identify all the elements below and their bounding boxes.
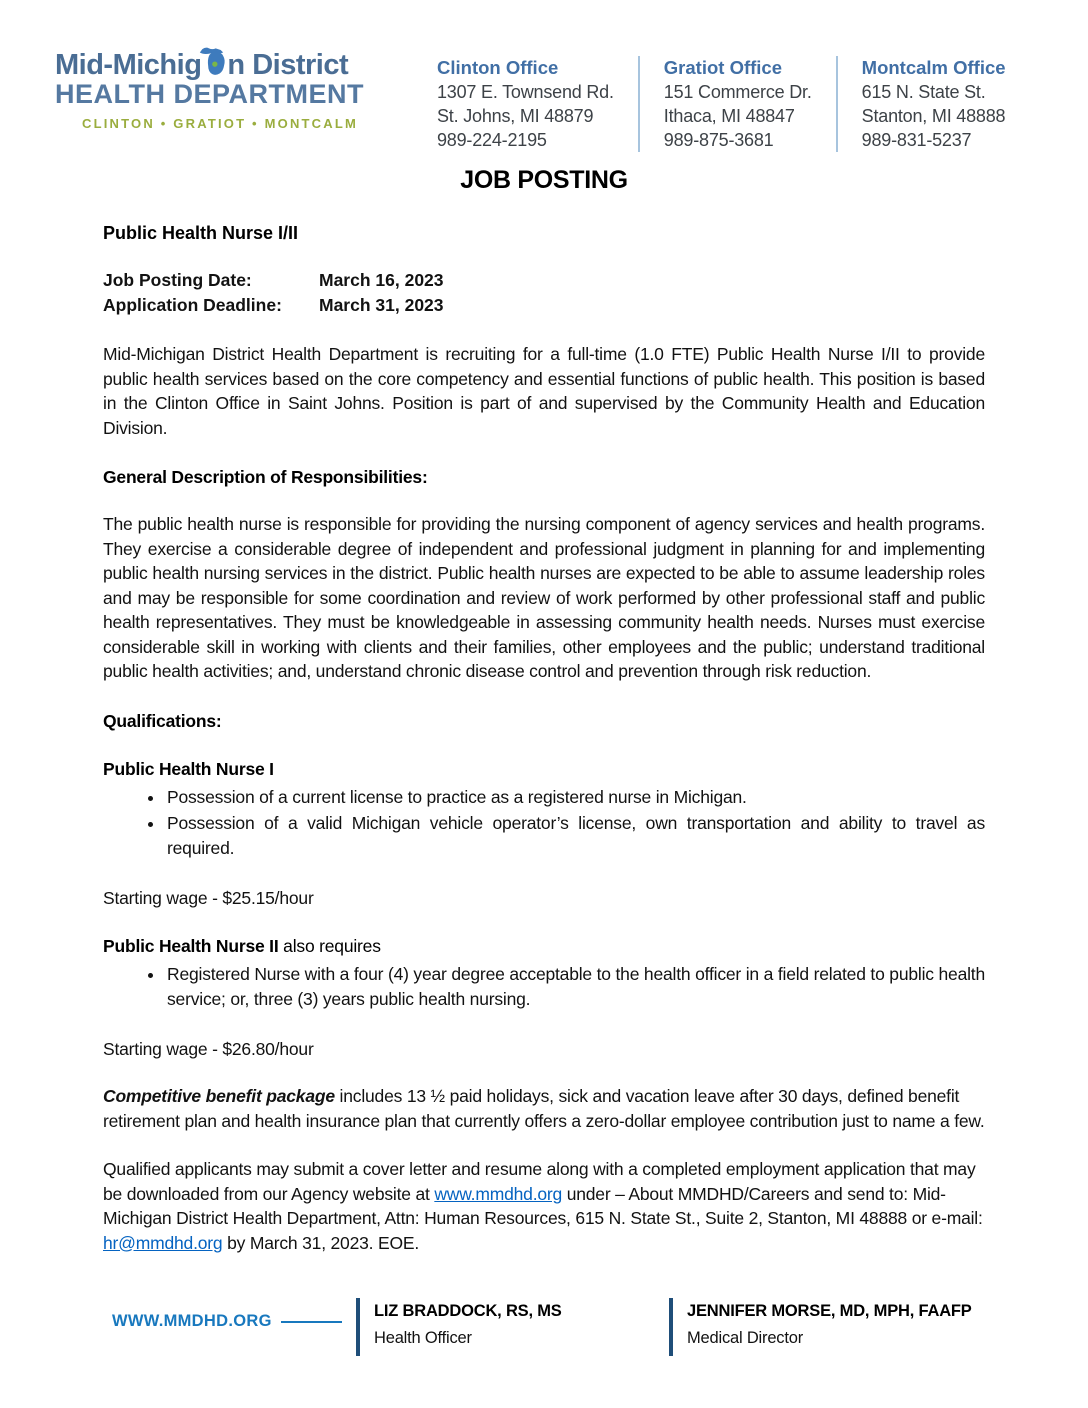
phn2-heading-rest: also requires — [278, 936, 381, 956]
official-info — [374, 1298, 562, 1356]
phn2-heading — [103, 936, 985, 957]
responsibilities-paragraph: The public health nurse is responsible for providing the nursing component of agency services and health programs. They exercise a considerable degree of independent and professional judgment in planning for and implementing public health nursing services in the district. Public health nurses are expected to be able to assume leadership roles and may be responsible for some coordination and review of work performed by other professional staff and public health representatives. They must be knowledgeable in assessing community health needs. Nurses must exercise considerable skill in working with clients and their families, other employees and the public; understand traditional public health activities; and, understand chronic disease control and prevention through risk reduction. — [103, 514, 985, 681]
official-medical-director — [669, 1298, 982, 1356]
office-name: Montcalm Office — [861, 57, 1006, 78]
michigan-state-icon — [199, 42, 229, 78]
posting-date-row — [103, 268, 985, 293]
office-address2: St. Johns, MI 48879 — [437, 106, 594, 126]
letterhead — [55, 42, 1048, 152]
application-deadline-label: Application Deadline: — [103, 295, 282, 315]
office-address2: Stanton, MI 48888 — [861, 106, 1006, 126]
apply-part3: by March 31, 2023. EOE. — [222, 1232, 419, 1253]
office-address1: 151 Commerce Dr. — [663, 82, 812, 102]
office-clinton — [415, 56, 638, 152]
benefits-rest: includes 13 ½ paid holidays, sick and vacation leave after 30 days, defined benefit retirement plan and health insurance plan that currently offers a zero-dollar employee contribution just to name a few. — [103, 1086, 985, 1131]
benefits-lead: Competitive benefit package — [103, 1086, 335, 1106]
official-info — [687, 1298, 972, 1356]
apply-part2: under – About MMDHD/Careers and send to: Mid-Michigan District Health Department, Attn: Human Resources, 615 N. State St., Suite 2, Stanton, MI 48888 or e-mail: — [103, 1183, 983, 1228]
office-address1: 615 N. State St. — [861, 82, 986, 102]
footer-website-text: WWW.MMDHD.ORG — [112, 1312, 272, 1330]
phn2-heading-bold: Public Health Nurse II — [103, 936, 279, 956]
intro-paragraph: Mid-Michigan District Health Department is recruiting for a full-time (1.0 FTE) Public Health Nurse I/II to provide public health services based on the core competency and essential functions of public health. This position is based in the Clinton Office in Saint Johns. Position is part of and supervised by the Community Health and Education Division. — [103, 344, 985, 438]
position-title: Public Health Nurse I/II — [103, 223, 299, 243]
phn2-bullet: • Registered Nurse with a four (4) year degree acceptable to the health officer in a field related to public health service; or, three (3) years public health nursing. — [165, 962, 985, 1011]
office-phone: 989-224-2195 — [437, 130, 547, 150]
official-title: Medical Director — [687, 1329, 803, 1347]
official-title: Health Officer — [374, 1329, 472, 1347]
logo-name-pre: Mid-Michig — [55, 49, 202, 81]
responsibilities-heading: General Description of Responsibilities: — [103, 467, 428, 487]
posting-date-value: March 16, 2023 — [319, 270, 444, 290]
phn1-bullet: • Possession of a valid Michigan vehicle operator’s license, own transportation and ability to travel as required. — [165, 811, 985, 860]
application-deadline-value: March 31, 2023 — [319, 295, 444, 315]
office-name: Gratiot Office — [663, 57, 783, 78]
vertical-divider — [669, 1298, 673, 1356]
document-body — [103, 166, 985, 1255]
footer-website — [112, 1312, 356, 1331]
office-montcalm — [836, 56, 1030, 152]
office-phone: 989-875-3681 — [663, 130, 774, 150]
logo-name-line — [55, 42, 385, 80]
benefits-paragraph — [103, 1084, 985, 1133]
office-address2: Ithaca, MI 48847 — [663, 106, 795, 126]
office-list — [415, 42, 1030, 152]
qualifications-heading: Qualifications: — [103, 710, 222, 731]
logo-name-post: n District — [227, 49, 349, 81]
posting-meta — [103, 268, 985, 318]
page-title: JOB POSTING — [460, 166, 628, 194]
phn2-starting-wage: Starting wage - $26.80/hour — [103, 1039, 314, 1059]
agency-logo — [55, 42, 385, 131]
footer-rule — [281, 1321, 342, 1323]
vertical-divider — [356, 1298, 360, 1356]
application-deadline-row — [103, 293, 985, 318]
hr-email-link[interactable]: hr@mmdhd.org — [103, 1232, 223, 1253]
logo-department-line: HEALTH DEPARTMENT — [55, 79, 364, 110]
phn1-bullet: • Possession of a current license to practice as a registered nurse in Michigan. — [165, 785, 985, 810]
phn1-bullet-list — [103, 785, 985, 861]
official-health-officer — [356, 1298, 669, 1356]
apply-paragraph — [103, 1157, 985, 1255]
official-name: JENNIFER MORSE, MD, MPH, FAAFP — [687, 1302, 972, 1320]
office-name: Clinton Office — [437, 57, 559, 78]
apply-part1: Qualified applicants may submit a cover letter and resume along with a completed employment application that may be downloaded from our Agency website at — [103, 1159, 976, 1204]
official-name: LIZ BRADDOCK, RS, MS — [374, 1302, 562, 1320]
website-link[interactable]: www.mmdhd.org — [434, 1183, 563, 1204]
office-phone: 989-831-5237 — [861, 130, 972, 150]
document-footer — [112, 1298, 1048, 1356]
posting-date-label: Job Posting Date: — [103, 270, 252, 290]
phn1-heading: Public Health Nurse I — [103, 758, 274, 779]
phn2-bullet-list — [103, 962, 985, 1011]
office-address1: 1307 E. Townsend Rd. — [437, 82, 614, 102]
office-gratiot — [638, 56, 836, 152]
phn1-starting-wage: Starting wage - $25.15/hour — [103, 888, 314, 908]
logo-counties-line: CLINTON • GRATIOT • MONTCALM — [81, 116, 359, 132]
